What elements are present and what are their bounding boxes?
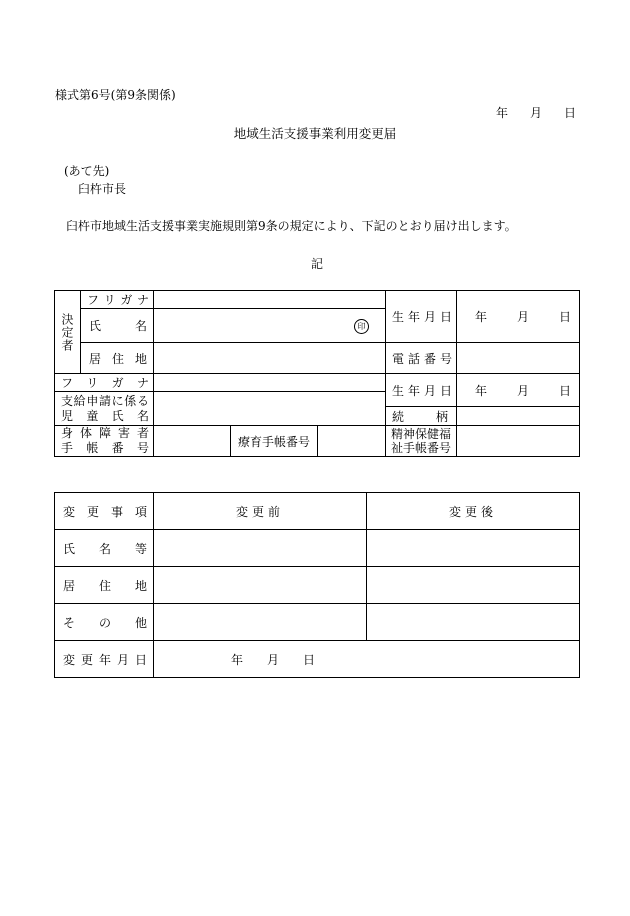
child-birthdate-input[interactable]: 年 月 日 [457,374,580,407]
addressee: 臼杵市長 [78,182,127,196]
address-input[interactable] [154,343,386,374]
furigana-label-cell [81,291,154,309]
address-before-input[interactable] [154,567,367,604]
row-name-label: 氏 名 等 [55,530,154,567]
child-furigana-input[interactable] [154,374,386,392]
mental-label-cell [386,426,457,457]
phone-label: 電 話 番 号 [392,351,452,366]
phone-label-cell [386,343,457,374]
row-address-label: 居 住 地 [55,567,154,604]
applicant-table [54,290,580,457]
change-date-month: 月 [267,652,280,667]
child-furigana-label-cell [55,374,154,392]
child-furigana-label: フ リ ガ ナ [61,376,149,390]
disability-input[interactable] [154,426,231,457]
phone-input[interactable] [457,343,580,374]
col-item-header: 変 更 事 項 [55,493,154,530]
mental-input[interactable] [457,426,580,457]
addressee-label: (あて先) [64,164,110,178]
stamp-icon: 印 [354,319,369,334]
ki-heading: 記 [311,257,324,271]
disability-label-line1: 身 体 障 害 者 [61,426,149,440]
furigana-label: フ リ ガ ナ [87,293,149,307]
row-other-label: そ の 他 [55,604,154,641]
disability-label-line2: 手 帳 番 号 [61,441,149,455]
disability-label-cell [55,426,154,457]
name-input[interactable] [154,309,386,343]
form-number: 様式第6号(第9条関係) [55,88,176,102]
address-label: 居 住 地 [89,351,147,366]
row-date-label: 変 更 年 月 日 [55,641,154,678]
mental-label-line2: 祉手帳番号 [391,441,452,455]
ryoiku-input[interactable] [318,426,386,457]
address-after-input[interactable] [367,567,580,604]
child-name-label-cell [55,392,154,426]
relationship-label: 続 柄 [392,409,449,424]
birthdate-input[interactable]: 年 月 日 [457,291,580,343]
statement: 臼杵市地域生活支援事業実施規則第9条の規定により、下記のとおり届け出します。 [66,219,517,233]
date-line [496,104,576,121]
name-label: 氏 名 [89,319,147,333]
col-before-header: 変更前 [154,493,367,530]
change-date-year: 年 [231,652,244,667]
relationship-input[interactable] [457,407,580,426]
name-after-input[interactable] [367,530,580,567]
child-name-label-line2: 児 童 氏 名 [61,408,149,423]
document-title: 地域生活支援事業利用変更届 [233,126,397,141]
child-name-input[interactable] [154,392,386,426]
furigana-input[interactable] [154,291,386,309]
child-name-label-line1: 支 給 申 請 に 係 る [61,393,149,408]
name-label-cell [81,309,154,343]
change-table [54,492,580,678]
child-birthdate-label-cell [386,374,457,407]
date-month: 月 [530,106,543,120]
date-year: 年 [496,106,509,120]
relationship-label-cell [386,407,457,426]
group-label: 決定者 [60,312,74,352]
child-birthdate-label: 生 年 月 日 [392,383,452,398]
other-after-input[interactable] [367,604,580,641]
birthdate-label-cell [386,291,457,343]
date-day: 日 [564,106,577,120]
change-date-day: 日 [303,652,316,667]
other-before-input[interactable] [154,604,367,641]
birthdate-label: 生 年 月 日 [392,310,452,324]
address-label-cell [81,343,154,374]
mental-label-line1: 精神保健福 [391,427,452,441]
col-after-header: 変更後 [367,493,580,530]
group-label-cell [55,291,81,374]
name-before-input[interactable] [154,530,367,567]
change-date-input[interactable] [154,641,580,678]
ryoiku-label: 療育手帳番号 [231,426,318,457]
